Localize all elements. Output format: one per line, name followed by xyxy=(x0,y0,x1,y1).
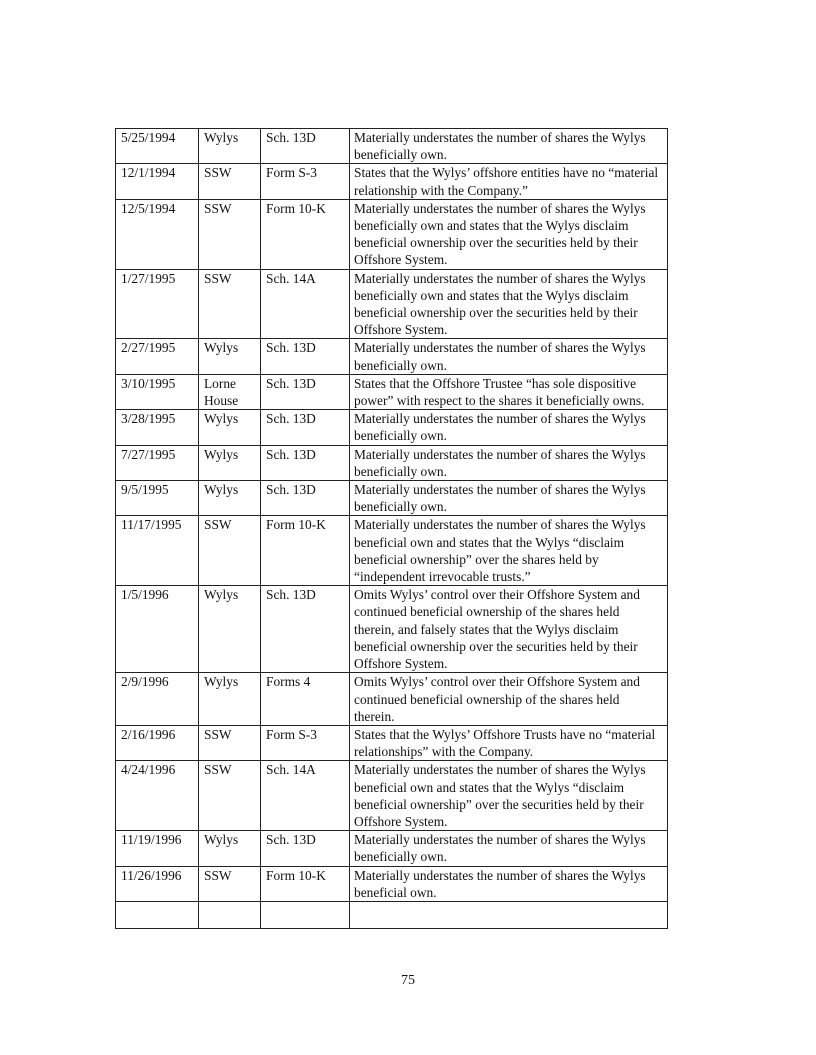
filing-description: Materially understates the number of shares the Wylys beneficially own and states that the Wylys disclaim beneficial ownership over the securities held by their Offshore System. xyxy=(350,269,668,339)
table-row xyxy=(116,199,668,269)
filer: Wylys xyxy=(199,410,261,445)
filer: SSW xyxy=(199,199,261,269)
filing-date: 2/9/1996 xyxy=(116,673,199,726)
filing-date: 1/5/1996 xyxy=(116,586,199,673)
filing-date: 12/1/1994 xyxy=(116,164,199,199)
filing-date: 11/19/1996 xyxy=(116,831,199,866)
filing-description: States that the Wylys’ Offshore Trusts have no “material relationships” with the Company. xyxy=(350,725,668,760)
filing-date: 7/27/1995 xyxy=(116,445,199,480)
filing-description: Materially understates the number of shares the Wylys beneficially own. xyxy=(350,129,668,164)
filing-type: Sch. 13D xyxy=(261,445,350,480)
filing-date: 4/24/1996 xyxy=(116,761,199,831)
filing-description: Materially understates the number of shares the Wylys beneficial own and states that the Wylys “disclaim beneficial ownership” over the securities held by their Offshore System. xyxy=(350,761,668,831)
filing-date: 11/26/1996 xyxy=(116,866,199,901)
filer: Wylys xyxy=(199,445,261,480)
filing-date: 5/25/1994 xyxy=(116,129,199,164)
filing-description: Omits Wylys’ control over their Offshore System and continued beneficial ownership of the shares held therein. xyxy=(350,673,668,726)
filing-date: 3/10/1995 xyxy=(116,374,199,409)
filing-description: Materially understates the number of shares the Wylys beneficially own. xyxy=(350,410,668,445)
filing-description: Materially understates the number of shares the Wylys beneficially own. xyxy=(350,445,668,480)
filing-description: Omits Wylys’ control over their Offshore System and continued beneficial ownership of the shares held therein, and falsely states that the Wylys disclaim beneficial ownership over the securities held by their Offshore System. xyxy=(350,586,668,673)
filing-type: Form 10-K xyxy=(261,866,350,901)
filing-type: Sch. 13D xyxy=(261,586,350,673)
blank-cell xyxy=(261,901,350,928)
filing-type: Sch. 13D xyxy=(261,339,350,374)
filer: Wylys xyxy=(199,129,261,164)
filer: Wylys xyxy=(199,339,261,374)
filing-description: Materially understates the number of shares the Wylys beneficially own. xyxy=(350,339,668,374)
filer: Wylys xyxy=(199,831,261,866)
filer: SSW xyxy=(199,725,261,760)
table-row xyxy=(116,725,668,760)
filing-description: Materially understates the number of shares the Wylys beneficially own. xyxy=(350,831,668,866)
filings-table xyxy=(115,128,668,929)
table-row xyxy=(116,129,668,164)
filer: Wylys xyxy=(199,481,261,516)
filing-type: Sch. 14A xyxy=(261,269,350,339)
filer: Wylys xyxy=(199,586,261,673)
filing-type: Form 10-K xyxy=(261,199,350,269)
filing-date: 11/17/1995 xyxy=(116,516,199,586)
table-row xyxy=(116,481,668,516)
filing-type: Forms 4 xyxy=(261,673,350,726)
filing-description: States that the Wylys’ offshore entities have no “material relationship with the Company.” xyxy=(350,164,668,199)
table-row xyxy=(116,673,668,726)
table-row xyxy=(116,445,668,480)
filer: SSW xyxy=(199,866,261,901)
filing-description: Materially understates the number of shares the Wylys beneficially own. xyxy=(350,481,668,516)
filer: SSW xyxy=(199,164,261,199)
filer: SSW xyxy=(199,761,261,831)
filer: SSW xyxy=(199,269,261,339)
blank-cell xyxy=(199,901,261,928)
filer: Wylys xyxy=(199,673,261,726)
filing-date: 12/5/1994 xyxy=(116,199,199,269)
blank-cell xyxy=(350,901,668,928)
filing-date: 2/27/1995 xyxy=(116,339,199,374)
table-row xyxy=(116,164,668,199)
filing-type: Sch. 13D xyxy=(261,831,350,866)
filing-type: Form S-3 xyxy=(261,164,350,199)
page-number: 75 xyxy=(401,973,415,988)
filing-description: Materially understates the number of shares the Wylys beneficial own and states that the Wylys “disclaim beneficial ownership” over the shares held by “independent irrevocable trusts.” xyxy=(350,516,668,586)
filing-date: 9/5/1995 xyxy=(116,481,199,516)
table-row-blank xyxy=(116,901,668,928)
table-row xyxy=(116,831,668,866)
filing-description: Materially understates the number of shares the Wylys beneficial own. xyxy=(350,866,668,901)
filing-type: Sch. 13D xyxy=(261,374,350,409)
filing-type: Sch. 13D xyxy=(261,410,350,445)
table-row xyxy=(116,761,668,831)
filings-table-body xyxy=(116,129,668,929)
filer: Lorne House xyxy=(199,374,261,409)
filing-date: 1/27/1995 xyxy=(116,269,199,339)
filing-description: States that the Offshore Trustee “has sole dispositive power” with respect to the shares it beneficially owns. xyxy=(350,374,668,409)
table-row xyxy=(116,339,668,374)
filing-date: 3/28/1995 xyxy=(116,410,199,445)
table-row xyxy=(116,374,668,409)
table-row xyxy=(116,269,668,339)
filer: SSW xyxy=(199,516,261,586)
filing-type: Sch. 13D xyxy=(261,481,350,516)
filing-type: Form S-3 xyxy=(261,725,350,760)
filing-date: 2/16/1996 xyxy=(116,725,199,760)
table-row xyxy=(116,410,668,445)
filing-type: Sch. 14A xyxy=(261,761,350,831)
table-row xyxy=(116,866,668,901)
table-row xyxy=(116,586,668,673)
table-row xyxy=(116,516,668,586)
filing-description: Materially understates the number of shares the Wylys beneficially own and states that the Wylys disclaim beneficial ownership over the securities held by their Offshore System. xyxy=(350,199,668,269)
filing-type: Sch. 13D xyxy=(261,129,350,164)
blank-cell xyxy=(116,901,199,928)
filing-type: Form 10-K xyxy=(261,516,350,586)
